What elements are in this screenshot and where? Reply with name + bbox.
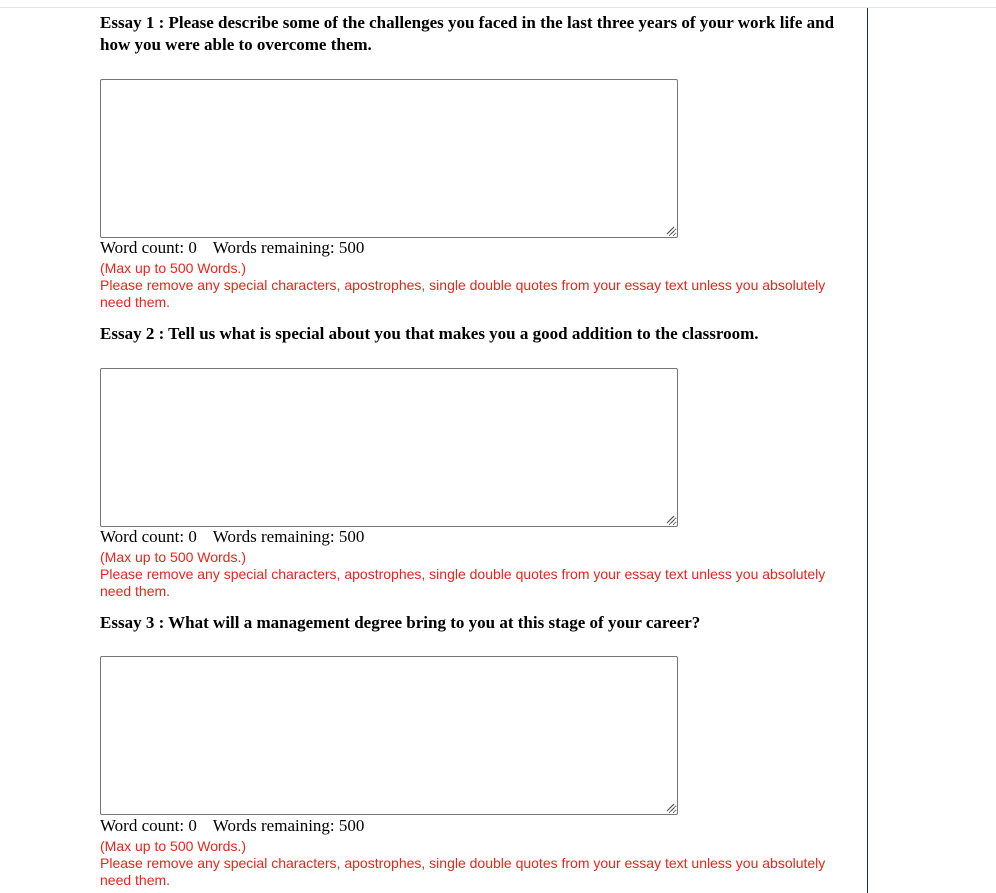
- essay-2-max-note: (Max up to 500 Words.): [100, 549, 247, 565]
- essay-3-counts: [100, 816, 364, 836]
- words-remaining-label: Words remaining:: [212, 238, 335, 257]
- essay-2-textarea[interactable]: [100, 368, 678, 527]
- words-remaining-value: 500: [338, 816, 365, 835]
- resize-grip-icon[interactable]: [665, 225, 675, 235]
- essay-3-textarea[interactable]: [100, 656, 678, 815]
- essay-2-counts: [100, 527, 364, 547]
- essay-2-warning: Please remove any special characters, apostrophes, single double quotes from your essay text unless you absolutely need them.: [100, 566, 826, 599]
- essay-1-counts: [100, 238, 364, 258]
- essay-3-warning: Please remove any special characters, apostrophes, single double quotes from your essay text unless you absolutely need them.: [100, 855, 826, 888]
- word-count-label: Word count:: [100, 238, 185, 257]
- essay-1-max-note: (Max up to 500 Words.): [100, 260, 247, 276]
- words-remaining-label: Words remaining:: [212, 816, 335, 835]
- resize-grip-icon[interactable]: [665, 802, 675, 812]
- essay-3-question: Essay 3 : What will a management degree bring to you at this stage of your career?: [100, 613, 701, 632]
- resize-grip-icon[interactable]: [665, 514, 675, 524]
- essay-3-section: [100, 612, 840, 888]
- essay-1-question: Essay 1 : Please describe some of the challenges you faced in the last three years of your work life and how you were able to overcome them.: [100, 13, 835, 54]
- words-remaining-value: 500: [338, 238, 365, 257]
- right-divider: [867, 8, 868, 893]
- word-count-value: 0: [188, 816, 197, 835]
- word-count-label: Word count:: [100, 527, 185, 546]
- essay-2-question: Essay 2 : Tell us what is special about you that makes you a good addition to the classroom.: [100, 324, 759, 343]
- word-count-label: Word count:: [100, 816, 185, 835]
- words-remaining-label: Words remaining:: [212, 527, 335, 546]
- essay-1-section: [100, 12, 840, 310]
- word-count-value: 0: [188, 238, 197, 257]
- essay-1-textarea[interactable]: [100, 79, 678, 238]
- essay-2-section: [100, 323, 840, 599]
- essay-3-max-note: (Max up to 500 Words.): [100, 838, 247, 854]
- top-divider: [0, 7, 996, 8]
- essay-1-warning: Please remove any special characters, apostrophes, single double quotes from your essay text unless you absolutely need them.: [100, 277, 826, 310]
- word-count-value: 0: [188, 527, 197, 546]
- words-remaining-value: 500: [338, 527, 365, 546]
